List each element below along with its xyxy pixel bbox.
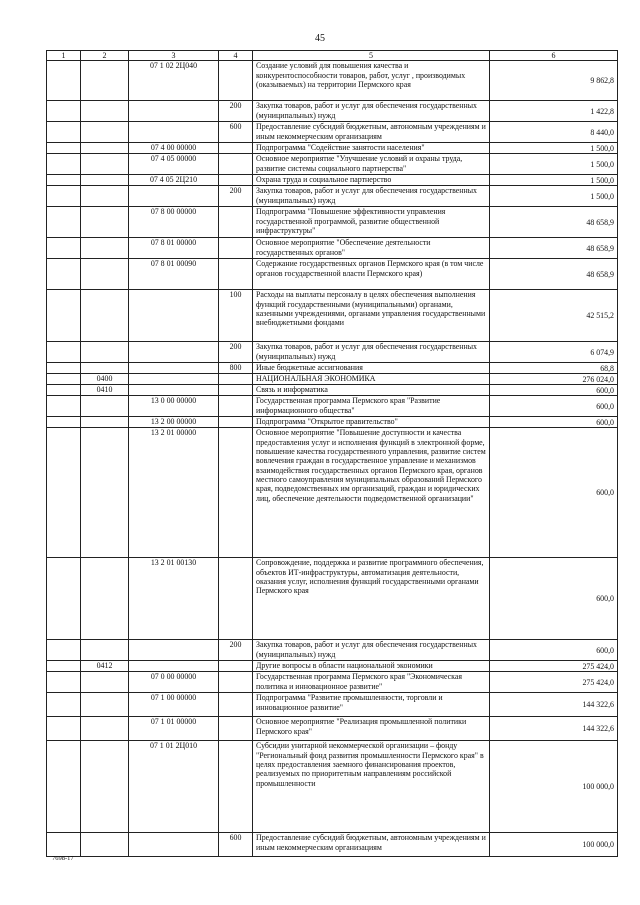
table-row bbox=[47, 385, 618, 396]
table-row bbox=[47, 154, 618, 175]
cell-expense-type bbox=[219, 61, 253, 101]
table-row bbox=[47, 833, 618, 857]
cell-expense-type bbox=[219, 672, 253, 693]
cell-expense-type bbox=[219, 428, 253, 558]
table-row bbox=[47, 693, 618, 717]
cell-amount: 48 658,9 bbox=[490, 207, 618, 238]
cell-section-code bbox=[81, 741, 129, 833]
cell-description: Государственная программа Пермского края "Развитие информационного общества" bbox=[253, 396, 490, 417]
cell-description: Предоставление субсидий бюджетным, автономным учреждениям и иным некоммерческим организациям bbox=[253, 833, 490, 857]
cell-expense-type bbox=[219, 238, 253, 259]
cell-description: НАЦИОНАЛЬНАЯ ЭКОНОМИКА bbox=[253, 374, 490, 385]
cell-target-article: 07 1 01 2Ц010 bbox=[129, 741, 219, 833]
cell-description: Основное мероприятие "Реализация промышленной политики Пермского края" bbox=[253, 717, 490, 741]
cell-expense-type bbox=[219, 417, 253, 428]
cell-section-code bbox=[81, 238, 129, 259]
cell-amount: 600,0 bbox=[490, 558, 618, 640]
cell-description: Закупка товаров, работ и услуг для обеспечения государственных (муниципальных) нужд bbox=[253, 640, 490, 661]
cell-amount: 8 440,0 bbox=[490, 122, 618, 143]
cell-target-article bbox=[129, 122, 219, 143]
cell-col1 bbox=[47, 207, 81, 238]
cell-section-code bbox=[81, 428, 129, 558]
page-number: 45 bbox=[315, 33, 325, 44]
table-row bbox=[47, 342, 618, 363]
cell-amount: 600,0 bbox=[490, 396, 618, 417]
cell-description: Создание условий для повышения качества и конкурентоспособности товаров, работ, услуг , производимых (оказываемых) на территории Пермского края bbox=[253, 61, 490, 101]
cell-amount: 68,8 bbox=[490, 363, 618, 374]
cell-section-code bbox=[81, 558, 129, 640]
cell-expense-type: 600 bbox=[219, 122, 253, 143]
column-header: 5 bbox=[253, 51, 490, 61]
cell-target-article: 07 8 00 00000 bbox=[129, 207, 219, 238]
cell-section-code bbox=[81, 417, 129, 428]
cell-target-article: 13 2 01 00000 bbox=[129, 428, 219, 558]
cell-amount: 1 500,0 bbox=[490, 186, 618, 207]
table-row bbox=[47, 741, 618, 833]
cell-target-article bbox=[129, 342, 219, 363]
cell-expense-type bbox=[219, 558, 253, 640]
table-row bbox=[47, 238, 618, 259]
column-header: 2 bbox=[81, 51, 129, 61]
cell-col1 bbox=[47, 558, 81, 640]
cell-amount: 600,0 bbox=[490, 417, 618, 428]
cell-section-code: 0412 bbox=[81, 661, 129, 672]
column-header: 6 bbox=[490, 51, 618, 61]
table-row bbox=[47, 428, 618, 558]
cell-description: Сопровождение, поддержка и развитие программного обеспечения, объектов ИТ-инфраструктуры, автоматизация деятельности, оказания услуг, исполнения функций государственными органами Пермского края bbox=[253, 558, 490, 640]
cell-description: Подпрограмма "Повышение эффективности управления государственной программой, развитие общественной инфраструктуры" bbox=[253, 207, 490, 238]
cell-target-article bbox=[129, 661, 219, 672]
cell-section-code bbox=[81, 717, 129, 741]
cell-target-article: 07 1 02 2Ц040 bbox=[129, 61, 219, 101]
cell-expense-type: 200 bbox=[219, 186, 253, 207]
cell-expense-type bbox=[219, 385, 253, 396]
cell-amount: 6 074,9 bbox=[490, 342, 618, 363]
cell-description: Содержание государственных органов Пермского края (в том числе органов государственной власти Пермского края) bbox=[253, 259, 490, 290]
cell-target-article: 07 4 05 00000 bbox=[129, 154, 219, 175]
cell-description: Охрана труда и социальное партнерство bbox=[253, 175, 490, 186]
cell-amount: 275 424,0 bbox=[490, 661, 618, 672]
cell-section-code bbox=[81, 833, 129, 857]
table-row bbox=[47, 143, 618, 154]
cell-col1 bbox=[47, 290, 81, 342]
table-row bbox=[47, 717, 618, 741]
cell-section-code: 0410 bbox=[81, 385, 129, 396]
cell-target-article: 07 1 01 00000 bbox=[129, 717, 219, 741]
cell-amount: 600,0 bbox=[490, 385, 618, 396]
cell-amount: 600,0 bbox=[490, 428, 618, 558]
cell-section-code bbox=[81, 693, 129, 717]
cell-section-code bbox=[81, 186, 129, 207]
cell-amount: 1 500,0 bbox=[490, 175, 618, 186]
table-row bbox=[47, 290, 618, 342]
cell-col1 bbox=[47, 396, 81, 417]
table-body bbox=[47, 61, 618, 857]
cell-description: Основное мероприятие "Улучшение условий и охраны труда, развитие системы социального партнерства" bbox=[253, 154, 490, 175]
cell-col1 bbox=[47, 640, 81, 661]
cell-col1 bbox=[47, 428, 81, 558]
cell-expense-type: 600 bbox=[219, 833, 253, 857]
cell-target-article: 07 8 01 00090 bbox=[129, 259, 219, 290]
table-row bbox=[47, 101, 618, 122]
cell-section-code bbox=[81, 396, 129, 417]
cell-target-article: 13 0 00 00000 bbox=[129, 396, 219, 417]
table-row bbox=[47, 558, 618, 640]
cell-col1 bbox=[47, 186, 81, 207]
table-row bbox=[47, 661, 618, 672]
cell-description: Основное мероприятие "Повышение доступности и качества предоставления услуг и исполнения функций в электронной форме, повышение качества государственного управления, развитие систем вовлечения граждан в государственное управление и механизмов взаимодействия государственных органов Пермского края, органов местного самоуправления муниципальных образований Пермского края, подведомственных им организаций, граждан и юридических лиц, обеспечение деятельности подведомственной организации" bbox=[253, 428, 490, 558]
cell-amount: 1 500,0 bbox=[490, 154, 618, 175]
cell-description: Подпрограмма "Открытое правительство" bbox=[253, 417, 490, 428]
table-row bbox=[47, 417, 618, 428]
cell-amount: 9 862,8 bbox=[490, 61, 618, 101]
cell-description: Иные бюджетные ассигнования bbox=[253, 363, 490, 374]
cell-amount: 144 322,6 bbox=[490, 717, 618, 741]
table-row bbox=[47, 363, 618, 374]
cell-expense-type: 800 bbox=[219, 363, 253, 374]
cell-description: Основное мероприятие "Обеспечение деятельности государственных органов" bbox=[253, 238, 490, 259]
table-header bbox=[47, 51, 618, 61]
cell-section-code bbox=[81, 122, 129, 143]
cell-col1 bbox=[47, 741, 81, 833]
cell-target-article bbox=[129, 186, 219, 207]
cell-section-code bbox=[81, 207, 129, 238]
cell-expense-type bbox=[219, 374, 253, 385]
cell-expense-type bbox=[219, 693, 253, 717]
cell-col1 bbox=[47, 101, 81, 122]
cell-expense-type: 200 bbox=[219, 342, 253, 363]
cell-description: Государственная программа Пермского края "Экономическая политика и инновационное развитие" bbox=[253, 672, 490, 693]
table-row bbox=[47, 207, 618, 238]
cell-col1 bbox=[47, 661, 81, 672]
table-row bbox=[47, 175, 618, 186]
cell-amount: 275 424,0 bbox=[490, 672, 618, 693]
footer-document-code: 7698-17 bbox=[52, 855, 74, 862]
budget-table-sheet bbox=[46, 50, 617, 857]
cell-expense-type bbox=[219, 143, 253, 154]
cell-col1 bbox=[47, 363, 81, 374]
cell-expense-type bbox=[219, 154, 253, 175]
cell-col1 bbox=[47, 417, 81, 428]
table-row bbox=[47, 672, 618, 693]
cell-section-code bbox=[81, 290, 129, 342]
cell-description: Связь и информатика bbox=[253, 385, 490, 396]
cell-col1 bbox=[47, 122, 81, 143]
cell-section-code bbox=[81, 154, 129, 175]
cell-target-article: 13 2 00 00000 bbox=[129, 417, 219, 428]
cell-amount: 1 422,8 bbox=[490, 101, 618, 122]
cell-expense-type: 200 bbox=[219, 640, 253, 661]
cell-expense-type bbox=[219, 259, 253, 290]
cell-section-code: 0400 bbox=[81, 374, 129, 385]
column-header: 1 bbox=[47, 51, 81, 61]
cell-amount: 1 500,0 bbox=[490, 143, 618, 154]
cell-col1 bbox=[47, 61, 81, 101]
cell-col1 bbox=[47, 717, 81, 741]
cell-target-article bbox=[129, 363, 219, 374]
cell-target-article: 07 4 05 2Ц210 bbox=[129, 175, 219, 186]
table-row bbox=[47, 396, 618, 417]
cell-target-article bbox=[129, 290, 219, 342]
cell-section-code bbox=[81, 363, 129, 374]
cell-description: Расходы на выплаты персоналу в целях обеспечения выполнения функций государственными (муниципальными) органами, казенными учреждениями, органами управления государственными внебюджетными фондами bbox=[253, 290, 490, 342]
budget-table bbox=[46, 50, 618, 857]
cell-section-code bbox=[81, 672, 129, 693]
cell-section-code bbox=[81, 101, 129, 122]
cell-description: Подпрограмма "Содействие занятости населения" bbox=[253, 143, 490, 154]
cell-expense-type bbox=[219, 741, 253, 833]
cell-description: Другие вопросы в области национальной экономики bbox=[253, 661, 490, 672]
cell-amount: 100 000,0 bbox=[490, 833, 618, 857]
cell-section-code bbox=[81, 640, 129, 661]
table-row bbox=[47, 374, 618, 385]
cell-target-article bbox=[129, 640, 219, 661]
cell-amount: 42 515,2 bbox=[490, 290, 618, 342]
table-row bbox=[47, 122, 618, 143]
cell-section-code bbox=[81, 259, 129, 290]
cell-col1 bbox=[47, 154, 81, 175]
cell-expense-type: 100 bbox=[219, 290, 253, 342]
column-header: 3 bbox=[129, 51, 219, 61]
cell-expense-type bbox=[219, 207, 253, 238]
cell-description: Закупка товаров, работ и услуг для обеспечения государственных (муниципальных) нужд bbox=[253, 186, 490, 207]
cell-target-article bbox=[129, 101, 219, 122]
cell-col1 bbox=[47, 672, 81, 693]
cell-section-code bbox=[81, 61, 129, 101]
table-row bbox=[47, 186, 618, 207]
table-row bbox=[47, 61, 618, 101]
cell-target-article: 07 1 00 00000 bbox=[129, 693, 219, 717]
cell-col1 bbox=[47, 238, 81, 259]
cell-col1 bbox=[47, 175, 81, 186]
cell-col1 bbox=[47, 259, 81, 290]
cell-target-article: 07 4 00 00000 bbox=[129, 143, 219, 154]
cell-expense-type bbox=[219, 175, 253, 186]
cell-section-code bbox=[81, 143, 129, 154]
table-row bbox=[47, 640, 618, 661]
cell-description: Закупка товаров, работ и услуг для обеспечения государственных (муниципальных) нужд bbox=[253, 101, 490, 122]
cell-description: Субсидии унитарной некоммерческой организации – фонду "Региональный фонд развития промышленности Пермского края" в целях предоставления заемного финансирования проектов, реализуемых по приоритетным направлениям российской промышленности bbox=[253, 741, 490, 833]
cell-amount: 144 322,6 bbox=[490, 693, 618, 717]
cell-target-article bbox=[129, 385, 219, 396]
cell-expense-type bbox=[219, 661, 253, 672]
cell-expense-type bbox=[219, 717, 253, 741]
cell-expense-type bbox=[219, 396, 253, 417]
column-header: 4 bbox=[219, 51, 253, 61]
cell-col1 bbox=[47, 374, 81, 385]
cell-target-article bbox=[129, 374, 219, 385]
cell-col1 bbox=[47, 342, 81, 363]
cell-amount: 48 658,9 bbox=[490, 238, 618, 259]
cell-target-article: 07 8 01 00000 bbox=[129, 238, 219, 259]
cell-target-article: 13 2 01 00130 bbox=[129, 558, 219, 640]
cell-amount: 100 000,0 bbox=[490, 741, 618, 833]
cell-amount: 600,0 bbox=[490, 640, 618, 661]
cell-section-code bbox=[81, 175, 129, 186]
cell-col1 bbox=[47, 143, 81, 154]
cell-expense-type: 200 bbox=[219, 101, 253, 122]
cell-amount: 48 658,9 bbox=[490, 259, 618, 290]
table-row bbox=[47, 259, 618, 290]
cell-target-article bbox=[129, 833, 219, 857]
cell-description: Закупка товаров, работ и услуг для обеспечения государственных (муниципальных) нужд bbox=[253, 342, 490, 363]
cell-target-article: 07 0 00 00000 bbox=[129, 672, 219, 693]
cell-description: Подпрограмма "Развитие промышленности, торговли и инновационное развитие" bbox=[253, 693, 490, 717]
cell-col1 bbox=[47, 385, 81, 396]
cell-col1 bbox=[47, 693, 81, 717]
cell-amount: 276 024,0 bbox=[490, 374, 618, 385]
cell-description: Предоставление субсидий бюджетным, автономным учреждениям и иным некоммерческим организациям bbox=[253, 122, 490, 143]
cell-col1 bbox=[47, 833, 81, 857]
header-row bbox=[47, 51, 618, 61]
cell-section-code bbox=[81, 342, 129, 363]
